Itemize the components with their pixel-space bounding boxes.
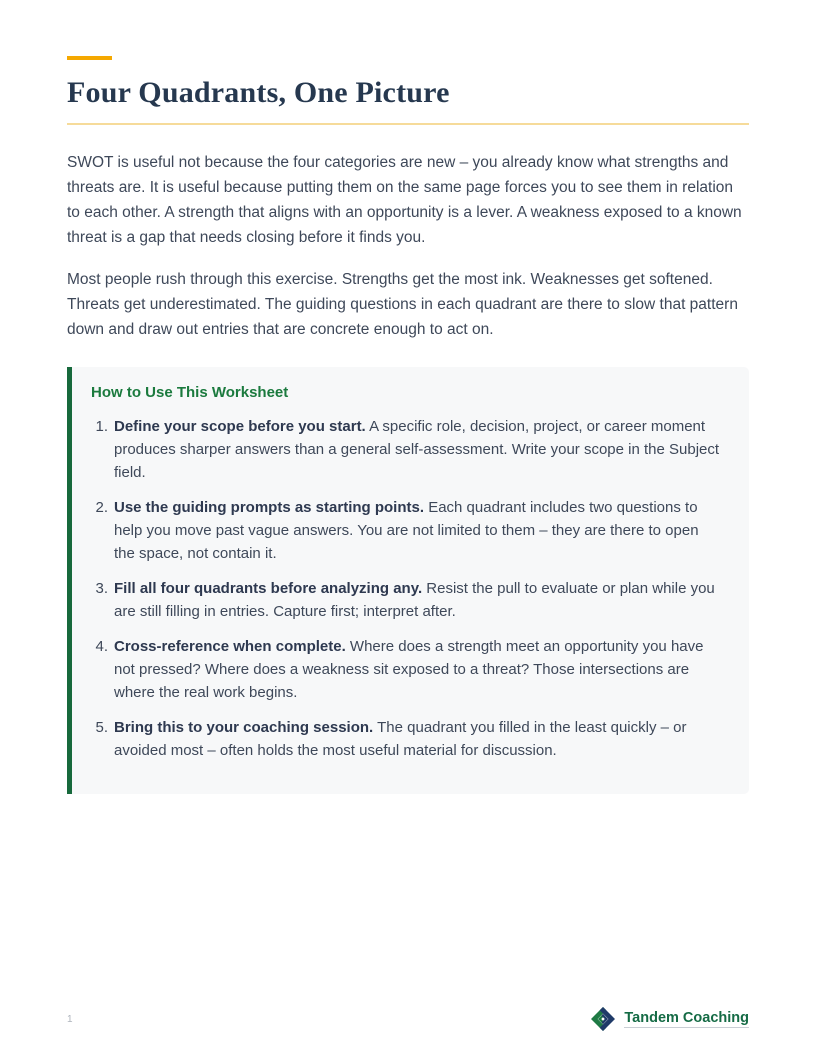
page-footer <box>67 1006 749 1032</box>
list-item: 2. Use the guiding prompts as starting points. Each quadrant includes two questions to help you move past vague answers. You are not limited to them – they are there to open the space, not contain it. <box>91 496 723 565</box>
list-item-lead: Define your scope before you start. <box>114 417 366 435</box>
list-item-number: 1. <box>95 417 108 435</box>
tandem-diamond-icon <box>590 1006 616 1032</box>
list-item-lead: Bring this to your coaching session. <box>114 718 374 736</box>
accent-bar <box>67 56 112 60</box>
worksheet-instructions-list <box>91 415 723 762</box>
list-item-number: 3. <box>95 579 108 597</box>
list-item: 1. Define your scope before you start. A specific role, decision, project, or career moment produces sharper answers than a general self-assessment. Write your scope in the Subject field. <box>91 415 723 484</box>
list-item-number: 5. <box>95 718 108 736</box>
brand-logo[interactable] <box>590 1006 749 1032</box>
intro-paragraph-1: SWOT is useful not because the four categories are new – you already know what strengths and threats are. It is useful because putting them on the same page forces you to see them in relation to each other. A strength that aligns with an opportunity is a lever. A weakness exposed to a known threat is a gap that needs closing before it finds you. <box>67 153 742 246</box>
list-item: 4. Cross-reference when complete. Where does a strength meet an opportunity you have not pressed? Where does a weakness sit exposed to a threat? Those intersections are where the real work begins. <box>91 635 723 704</box>
list-item-lead: Use the guiding prompts as starting points. <box>114 498 425 516</box>
box-heading: How to Use This Worksheet <box>91 383 289 401</box>
list-item-number: 4. <box>95 637 108 655</box>
page-title: Four Quadrants, One Picture <box>67 76 749 125</box>
list-item-lead: Fill all four quadrants before analyzing any. <box>114 579 423 597</box>
page-number: 1 <box>67 1013 73 1025</box>
how-to-use-box <box>67 367 749 794</box>
list-item-number: 2. <box>95 498 108 516</box>
list-item: 3. Fill all four quadrants before analyzing any. Resist the pull to evaluate or plan while you are still filling in entries. Capture first; interpret after. <box>91 577 723 623</box>
list-item: 5. Bring this to your coaching session. The quadrant you filled in the least quickly – or avoided most – often holds the most useful material for discussion. <box>91 716 723 762</box>
brand-name: Tandem Coaching <box>624 1010 749 1026</box>
list-item-lead: Cross-reference when complete. <box>114 637 346 655</box>
intro-paragraph-2: Most people rush through this exercise. Strengths get the most ink. Weaknesses get softened. Threats get underestimated. The guiding questions in each quadrant are there to slow that pattern down and draw out entries that are concrete enough to act on. <box>67 270 738 338</box>
